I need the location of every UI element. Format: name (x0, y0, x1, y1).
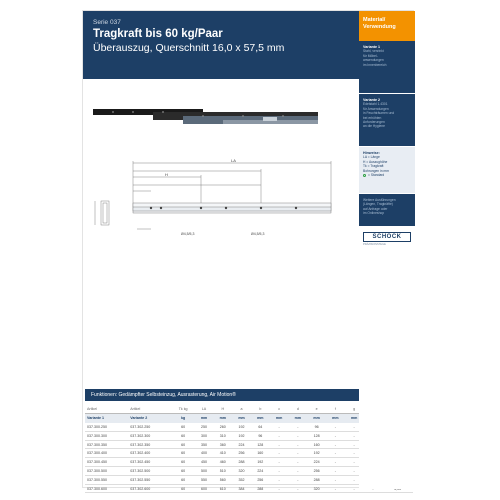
table-cell: 352 (232, 475, 251, 484)
note-line: im Onlineshop (363, 211, 385, 216)
table-cell: - (345, 423, 364, 432)
table-cell: 288 (307, 475, 326, 484)
variant2-line: in Feuchträumen und (363, 111, 395, 116)
table-cell: 192 (232, 431, 251, 440)
note-line: Weitere Ausführungen (363, 198, 396, 202)
variant2-title: Variante 2 (363, 98, 380, 102)
table-cell: 128 (251, 440, 270, 449)
note-line: (Längen, Tragkräfte) (363, 202, 393, 207)
table-cell: - (345, 440, 364, 449)
legend-line: LA = Länge (363, 155, 380, 160)
table-header-cell: g (345, 405, 364, 414)
table-cell: 60 (172, 475, 195, 484)
table-cell: 037.302.450 (128, 458, 171, 467)
datasheet-page (82, 10, 414, 491)
table-cell: 500 (195, 467, 214, 476)
table-cell: 550 (195, 475, 214, 484)
variant2-line: an die Hygiene (363, 124, 385, 129)
table-cell: 256 (251, 475, 270, 484)
table-header-cell: b (251, 405, 270, 414)
table-cell: 60 (172, 440, 195, 449)
technical-drawing (91, 159, 353, 251)
table-cell: 037.300.550 (85, 475, 128, 484)
table-cell: 192 (251, 458, 270, 467)
table-cell: 192 (307, 449, 326, 458)
hole-label-left: Ø4,5/5,3 (181, 232, 195, 236)
table-cell: - (345, 475, 364, 484)
table-cell: - (345, 458, 364, 467)
table-header-cell: c (270, 405, 289, 414)
table-cell: mm (232, 414, 251, 423)
table-cell: mm (307, 414, 326, 423)
table-cell: - (270, 431, 289, 440)
table-cell: mm (288, 414, 307, 423)
table-cell: 460 (213, 458, 232, 467)
table-cell: 160 (307, 440, 326, 449)
table-header-cell: e (307, 405, 326, 414)
table-cell: - (345, 467, 364, 476)
table-cell: 037.300.350 (85, 440, 128, 449)
table-cell: mm (213, 414, 232, 423)
table-cell: - (326, 458, 345, 467)
legend-title: Hinweise: (363, 151, 380, 155)
table-cell: 384 (232, 484, 251, 493)
table-cell: 320 (307, 484, 326, 493)
table-cell: 350 (195, 440, 214, 449)
table-cell: - (288, 440, 307, 449)
table-cell: mm (270, 414, 289, 423)
standard-dot-icon (363, 174, 366, 177)
table-cell: 96 (251, 431, 270, 440)
table-header-cell: Artikel (85, 405, 128, 414)
table-cell: 037.302.500 (128, 467, 171, 476)
variant2-line: für Anwendungen (363, 106, 389, 111)
table-cell: 037.302.300 (128, 431, 171, 440)
variant1-title: Variante 1 (363, 45, 380, 49)
table-cell: - (270, 475, 289, 484)
table-cell: 256 (232, 449, 251, 458)
table-cell: - (345, 449, 364, 458)
table-cell: mm (345, 414, 364, 423)
hole-label-right: Ø4,5/5,3 (251, 232, 265, 236)
table-cell: 256 (307, 467, 326, 476)
table-header-cell: H (213, 405, 232, 414)
table-cell: - (270, 423, 289, 432)
table-cell: 400 (195, 449, 214, 458)
table-cell: 224 (232, 440, 251, 449)
note-line: auf Anfrage oder (363, 206, 388, 211)
variant1-line: Stahl, verzinkt (363, 49, 384, 54)
table-header-cell: a (232, 405, 251, 414)
table-cell: 60 (172, 484, 195, 493)
rail-product-image (93, 99, 318, 133)
table-cell: - (288, 431, 307, 440)
table-cell: 192 (232, 423, 251, 432)
table-cell: 60 (172, 449, 195, 458)
side-heading (359, 11, 415, 41)
variant2-line: Edelstahl 1.4301 (363, 102, 388, 107)
table-cell: 64 (251, 423, 270, 432)
legend-box (359, 147, 415, 193)
table-cell: 037.300.600 (85, 484, 128, 493)
table-cell: 260 (213, 423, 232, 432)
note-box (359, 194, 415, 226)
table-cell: - (288, 423, 307, 432)
table-header-cell: f (326, 405, 345, 414)
logo-subtitle: PRÄZISIONSTEILE (363, 243, 386, 246)
table-cell: 037.302.600 (128, 484, 171, 493)
function-bar: Funktionen: Gedämpfter Selbsteinzug, Ausrasterung, Air Motion® (85, 389, 359, 401)
variant1-line: im Innenbereich (363, 62, 387, 67)
legend-line: Bohrungen in mm (363, 168, 390, 173)
table-cell: - (326, 423, 345, 432)
table-cell: Variante 1 (85, 414, 128, 423)
table-cell: 250 (195, 423, 214, 432)
table-cell: 450 (195, 458, 214, 467)
table-cell: mm (251, 414, 270, 423)
table-cell: - (326, 475, 345, 484)
side-panel (359, 11, 415, 489)
table-cell: - (288, 484, 307, 493)
page-subtitle: Überauszug, Querschnitt 16,0 x 57,5 mm (93, 42, 285, 54)
table-cell: 600 (195, 484, 214, 493)
table-cell: 160 (251, 449, 270, 458)
table-cell: 360 (213, 440, 232, 449)
table-cell: 037.300.250 (85, 423, 128, 432)
table-cell: 300 (195, 431, 214, 440)
series-label: Serie 037 (93, 19, 121, 26)
table-header-cell: Artikel (128, 405, 171, 414)
variant1-line: anwendungen (363, 58, 384, 63)
table-header-cell: Tk kg (172, 405, 195, 414)
table-cell: 224 (307, 458, 326, 467)
table-cell: 60 (172, 423, 195, 432)
table-cell: 96 (307, 423, 326, 432)
table-cell: 288 (232, 458, 251, 467)
header (83, 11, 359, 79)
table-cell: 037.302.400 (128, 449, 171, 458)
legend-line: = Standard (363, 173, 411, 177)
table-cell: 60 (172, 458, 195, 467)
dim-mid-label: H (165, 172, 168, 177)
table-cell: - (326, 484, 345, 493)
table-cell: - (326, 467, 345, 476)
table-cell: 037.300.300 (85, 431, 128, 440)
table-cell: 510 (213, 467, 232, 476)
table-cell: Variante 2 (128, 414, 171, 423)
side-heading-line: Material/ (363, 17, 386, 23)
table-cell: - (270, 484, 289, 493)
legend-line: Tk = Tragkraft (363, 164, 384, 169)
table-cell: 128 (307, 431, 326, 440)
variant2-line: Anforderungen (363, 120, 385, 125)
table-header-cell: LA (195, 405, 214, 414)
table-cell: 037.302.350 (128, 440, 171, 449)
table-cell: - (288, 475, 307, 484)
table-cell: 310 (213, 431, 232, 440)
side-heading-line: Verwendung (363, 24, 396, 30)
table-cell: 037.300.500 (85, 467, 128, 476)
table-cell: - (270, 440, 289, 449)
table-cell: kg (172, 414, 195, 423)
table-cell: - (288, 467, 307, 476)
table-cell: - (345, 484, 364, 493)
table-cell: - (270, 467, 289, 476)
legend-line: H = Auszughöhe (363, 159, 388, 164)
table-cell: 037.300.400 (85, 449, 128, 458)
table-cell: - (288, 449, 307, 458)
table-cell: mm (326, 414, 345, 423)
variant1-line: für Möbel- (363, 53, 378, 58)
variant2-line: bei erhöhten (363, 115, 382, 120)
table-cell: 037.302.250 (128, 423, 171, 432)
table-cell: 610 (213, 484, 232, 493)
table-cell: mm (195, 414, 214, 423)
table-cell: 60 (172, 431, 195, 440)
table-header-cell: d (288, 405, 307, 414)
page-title: Tragkraft bis 60 kg/Paar (93, 28, 223, 40)
variant1-box (359, 41, 415, 93)
table-cell: - (345, 431, 364, 440)
table-cell: - (288, 458, 307, 467)
table-cell: 037.302.550 (128, 475, 171, 484)
table-cell: 560 (213, 475, 232, 484)
table-cell: 288 (251, 484, 270, 493)
table-cell: - (270, 449, 289, 458)
table-cell: 60 (172, 467, 195, 476)
variant2-box (359, 94, 415, 146)
table-cell: 037.300.450 (85, 458, 128, 467)
table-cell: - (326, 449, 345, 458)
table-cell: - (270, 458, 289, 467)
table-cell: 410 (213, 449, 232, 458)
schock-logo: SCHOCK (363, 232, 411, 242)
dim-top-label: LA (231, 159, 236, 163)
table-cell: - (326, 440, 345, 449)
table-cell: 320 (232, 467, 251, 476)
table-cell: - (326, 431, 345, 440)
table-cell: 224 (251, 467, 270, 476)
